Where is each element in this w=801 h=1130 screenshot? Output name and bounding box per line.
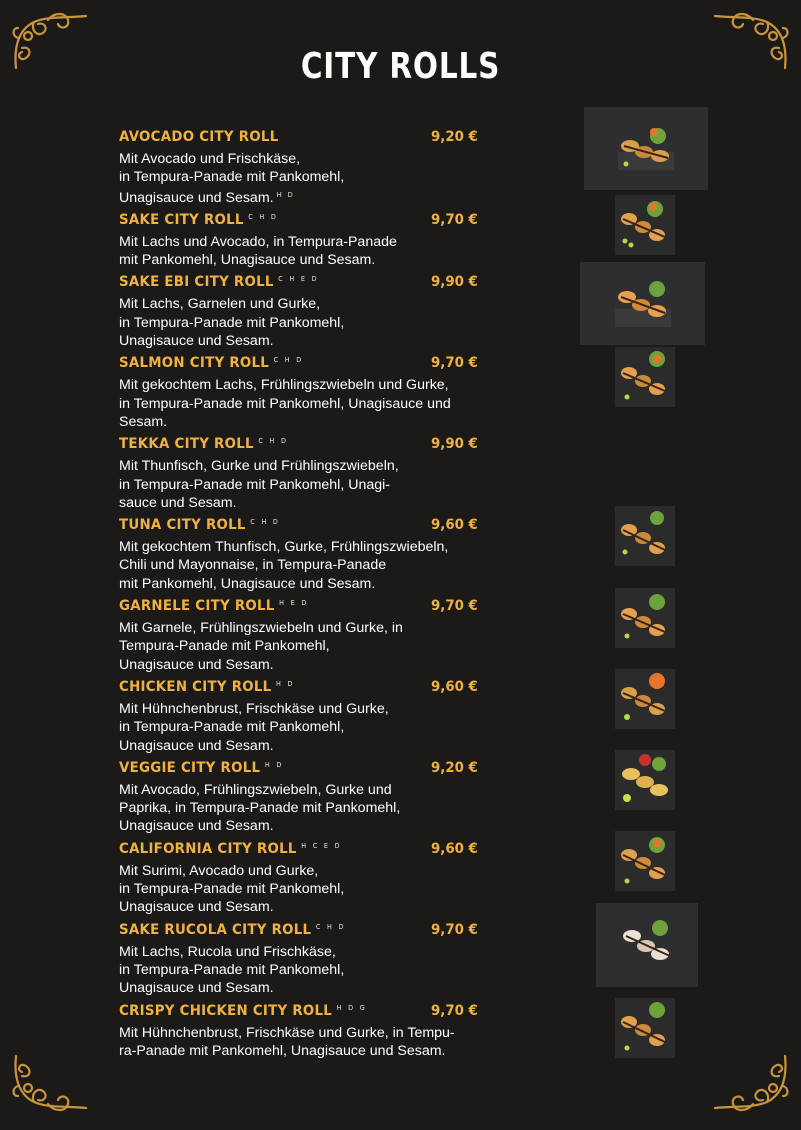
page-title: CITY ROLLS bbox=[300, 46, 501, 87]
allergen-codes: C H D bbox=[315, 922, 346, 931]
menu-item bbox=[119, 758, 479, 836]
menu-list bbox=[119, 127, 479, 1063]
allergen-codes: H C E D bbox=[301, 841, 342, 850]
item-name: AVOCADO CITY ROLL bbox=[119, 129, 279, 145]
item-name: SAKE EBI CITY ROLL bbox=[119, 274, 274, 291]
menu-item bbox=[119, 353, 479, 431]
sushi-roll-photo bbox=[615, 669, 675, 729]
item-price: 9,60 € bbox=[431, 840, 478, 857]
item-name: TUNA CITY ROLL bbox=[119, 517, 246, 534]
item-price: 9,60 € bbox=[431, 517, 478, 534]
sushi-roll-photo bbox=[615, 506, 675, 566]
sushi-roll-photo bbox=[615, 998, 675, 1058]
item-price: 9,70 € bbox=[431, 921, 478, 938]
item-name: SALMON CITY ROLL bbox=[119, 355, 270, 372]
item-price: 9,70 € bbox=[431, 1002, 478, 1019]
sushi-roll-photo bbox=[615, 750, 675, 810]
item-price: 9,90 € bbox=[431, 436, 478, 453]
item-description: Mit Lachs, Garnelen und Gurke, in Tempura-Panade mit Pankomehl, Unagisauce und Sesam. bbox=[119, 296, 345, 350]
allergen-codes: C H D bbox=[273, 356, 304, 365]
item-price: 9,70 € bbox=[431, 355, 478, 372]
menu-item bbox=[119, 210, 479, 270]
item-price: 9,90 € bbox=[431, 274, 478, 291]
menu-item bbox=[119, 677, 479, 755]
allergen-codes: C H D bbox=[250, 518, 281, 527]
menu-item bbox=[119, 839, 479, 917]
item-description: Mit Hühnchenbrust, Frischkäse und Gurke, in Tempura-Panade mit Pankomehl, Unagisauce und Sesam. bbox=[119, 700, 389, 754]
item-name: VEGGIE CITY ROLL bbox=[119, 759, 261, 776]
allergen-codes: H D bbox=[276, 191, 295, 199]
item-price: 9,60 € bbox=[431, 678, 478, 695]
item-name: SAKE CITY ROLL bbox=[119, 211, 244, 228]
sushi-roll-photo bbox=[615, 831, 675, 891]
item-description: Mit Hühnchenbrust, Frischkäse und Gurke, in Tempu- ra-Panade mit Pankomehl, Unagisauce und Sesam. bbox=[119, 1024, 455, 1059]
menu-item bbox=[119, 272, 479, 350]
item-description: Mit Avocado und Frischkäse, in Tempura-Panade mit Pankomehl, Unagisauce und Sesam. bbox=[119, 151, 345, 206]
menu-item bbox=[119, 920, 479, 998]
menu-item bbox=[119, 1001, 479, 1061]
item-description: Mit gekochtem Thunfisch, Gurke, Frühlingszwiebeln, Chili und Mayonnaise, in Tempura-Panade mit Pankomehl, Unagisauce und Sesam. bbox=[119, 539, 449, 592]
allergen-codes: C H D bbox=[248, 212, 279, 221]
item-description: Mit Surimi, Avocado und Gurke, in Tempura-Panade mit Pankomehl, Unagisauce und Sesam. bbox=[119, 862, 345, 916]
allergen-codes: C H E D bbox=[278, 275, 319, 284]
sushi-roll-photo bbox=[580, 262, 705, 345]
item-price: 9,70 € bbox=[431, 211, 478, 228]
corner-ornament-icon bbox=[703, 1046, 793, 1116]
sushi-roll-photo bbox=[615, 588, 675, 648]
item-name: GARNELE CITY ROLL bbox=[119, 598, 275, 615]
item-description: Mit Avocado, Frühlingszwiebeln, Gurke und Paprika, in Tempura-Panade mit Pankomehl, Unagisauce und Sesam. bbox=[119, 781, 401, 835]
item-name: CHICKEN CITY ROLL bbox=[119, 678, 272, 695]
sushi-roll-photo bbox=[584, 107, 708, 190]
item-price: 9,20 € bbox=[431, 759, 478, 776]
corner-ornament-icon bbox=[8, 1046, 98, 1116]
item-name: CRISPY CHICKEN CITY ROLL bbox=[119, 1002, 333, 1019]
item-name: CALIFORNIA CITY ROLL bbox=[119, 840, 297, 857]
allergen-codes: H D G bbox=[336, 1003, 368, 1012]
item-description: Mit Lachs und Avocado, in Tempura-Panade mit Pankomehl, Unagisauce und Sesam. bbox=[119, 233, 397, 269]
menu-item bbox=[119, 434, 479, 512]
item-description: Mit Lachs, Rucola und Frischkäse, in Tempura-Panade mit Pankomehl, Unagisauce und Sesam. bbox=[119, 943, 345, 997]
allergen-codes: H D bbox=[264, 760, 284, 769]
sushi-roll-photo bbox=[615, 347, 675, 407]
menu-item bbox=[119, 515, 479, 593]
item-description: Mit Thunfisch, Gurke und Frühlingszwiebeln, in Tempura-Panade mit Pankomehl, Unagi- sauce und Sesam. bbox=[119, 458, 399, 511]
sushi-roll-photo bbox=[615, 195, 675, 255]
menu-item bbox=[119, 127, 479, 207]
allergen-codes: C H D bbox=[258, 437, 289, 446]
allergen-codes: H E D bbox=[279, 599, 309, 608]
item-name: TEKKA CITY ROLL bbox=[119, 436, 254, 453]
item-description: Mit gekochtem Lachs, Frühlingszwiebeln und Gurke, in Tempura-Panade mit Pankomehl, Unagisauce und Sesam. bbox=[119, 377, 451, 430]
allergen-codes: H D bbox=[276, 679, 295, 688]
menu-item bbox=[119, 596, 479, 674]
item-name: SAKE RUCOLA CITY ROLL bbox=[119, 921, 312, 938]
item-price: 9,20 € bbox=[431, 129, 478, 145]
item-description: Mit Garnele, Frühlingszwiebeln und Gurke, in Tempura-Panade mit Pankomehl, Unagisauce und Sesam. bbox=[119, 620, 403, 673]
sushi-roll-photo bbox=[596, 903, 698, 987]
item-price: 9,70 € bbox=[431, 598, 478, 615]
